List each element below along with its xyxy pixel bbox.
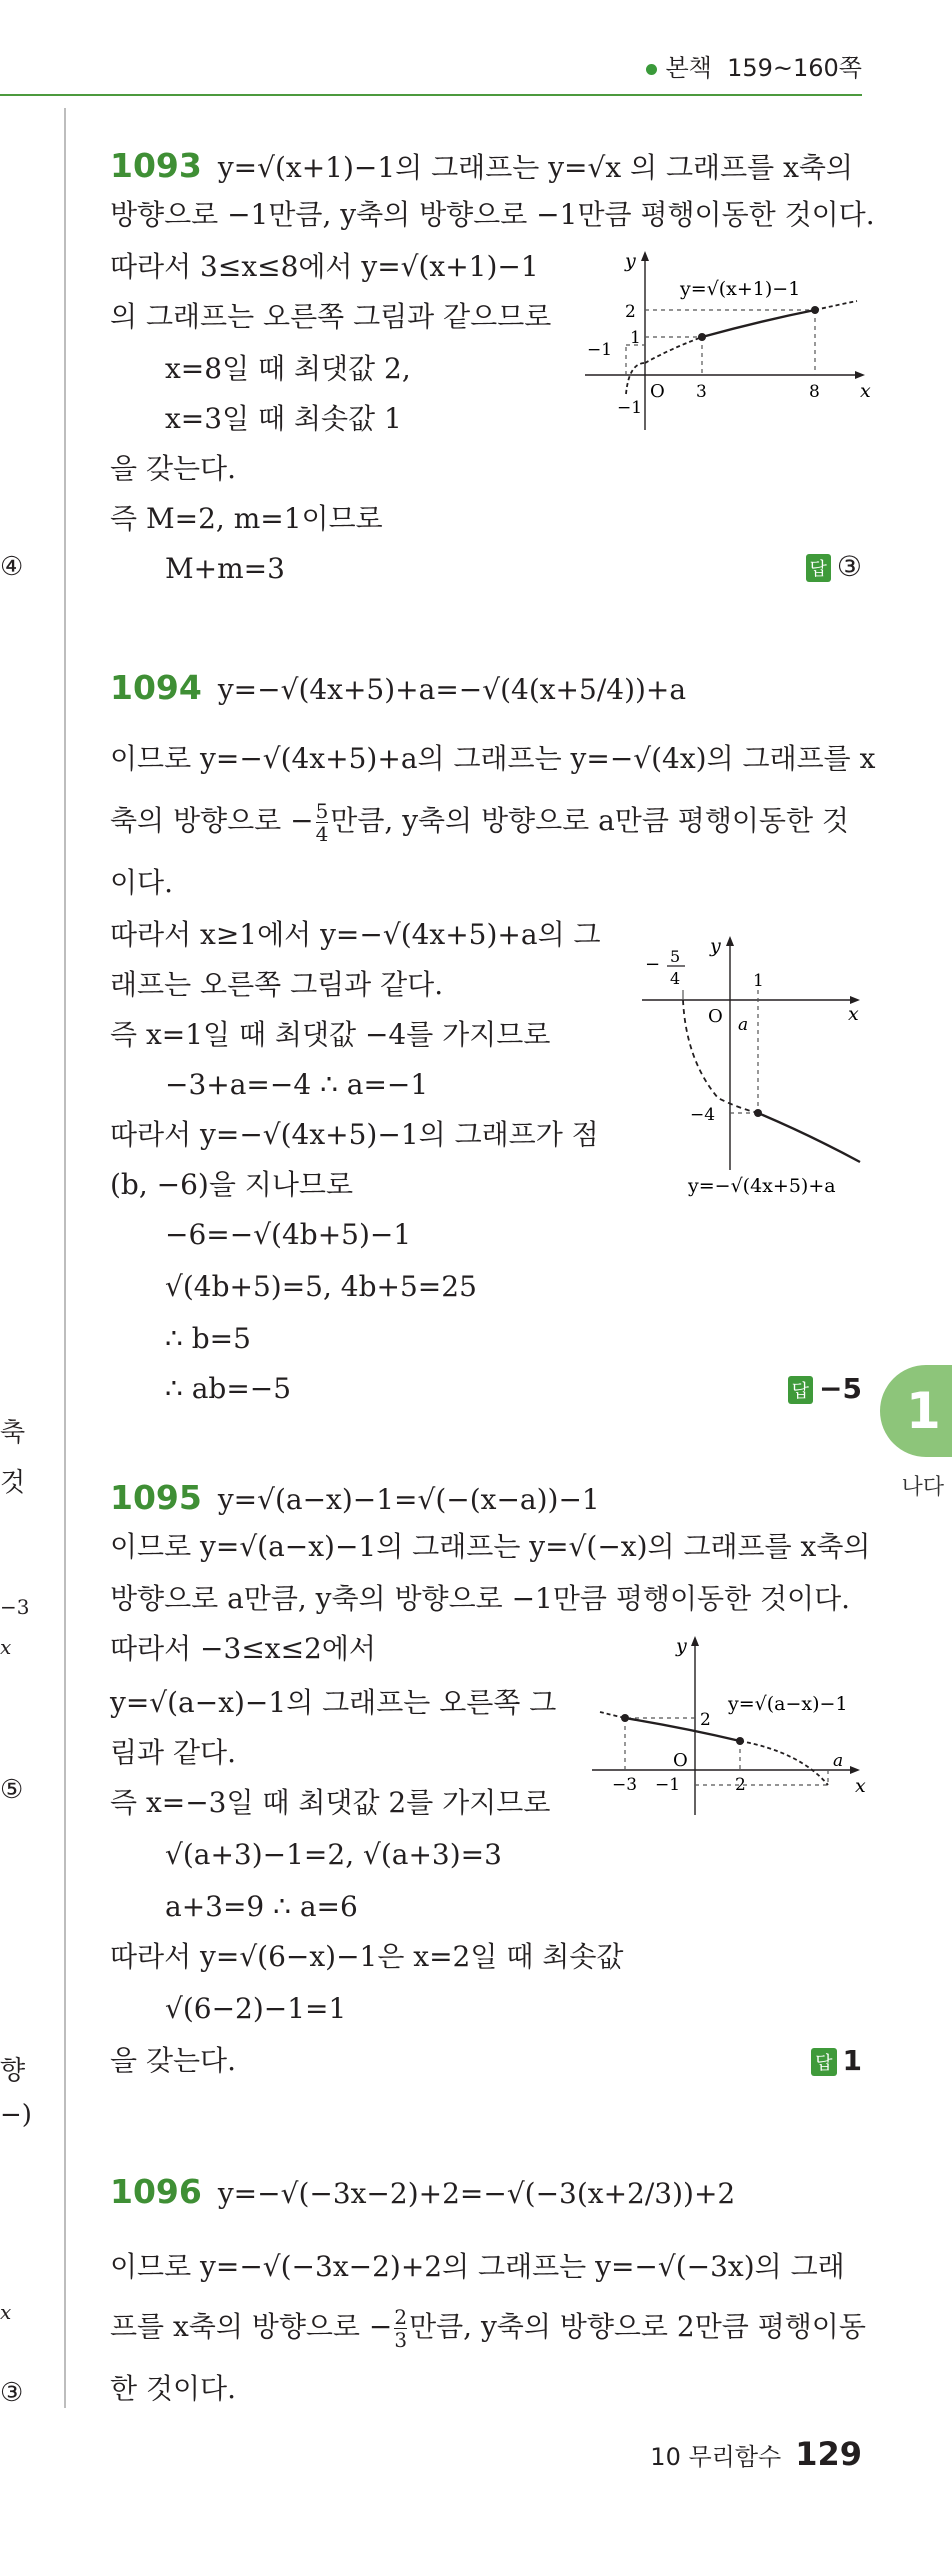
svg-text:O: O: [650, 381, 665, 402]
margin-fragment: ④: [0, 552, 24, 582]
page-number: 129: [795, 2435, 862, 2473]
svg-text:y=√(x+1)−1: y=√(x+1)−1: [680, 278, 801, 300]
margin-fragment: 향: [0, 2056, 26, 2086]
problem-1095-line: √(a+3)−1=2, √(a+3)=3: [165, 1838, 502, 1871]
svg-text:y=√(a−x)−1: y=√(a−x)−1: [728, 1693, 848, 1715]
bullet-icon: [646, 64, 657, 75]
problem-1095-line: 즉 x=−3일 때 최댓값 2를 가지므로: [110, 1786, 551, 1819]
svg-text:−3: −3: [612, 1775, 638, 1795]
problem-1093-line: M+m=3: [165, 552, 285, 585]
problem-1095-line: 따라서 −3≤x≤2에서: [110, 1632, 376, 1665]
svg-text:−1: −1: [617, 398, 643, 418]
problem-1093-line: 의 그래프는 오른쪽 그림과 같으므로: [110, 300, 552, 333]
problem-1095-line: 1095 y=√(a−x)−1=√(−(x−a))−1: [110, 1478, 600, 1517]
margin-fragment: 축: [0, 1418, 26, 1448]
problem-1094-line: ∴ ab=−5: [165, 1372, 292, 1405]
problem-1094-line: (b, −6)을 지나므로: [110, 1168, 353, 1201]
svg-text:−4: −4: [690, 1105, 716, 1125]
svg-text:5: 5: [670, 947, 681, 966]
svg-text:2: 2: [625, 302, 636, 322]
svg-text:−: −: [645, 954, 661, 975]
problem-1096-line: 1096 y=−√(−3x−2)+2=−√(−3(x+2/3))+2: [110, 2172, 736, 2211]
chapter-tab: 1: [880, 1365, 952, 1457]
problem-number: 1096: [110, 2172, 202, 2211]
problem-number: 1093: [110, 146, 202, 185]
graph-1093: [575, 245, 875, 435]
problem-1095-line: a+3=9 ∴ a=6: [165, 1890, 358, 1923]
svg-text:y=−√(4x+5)+a: y=−√(4x+5)+a: [688, 1175, 836, 1197]
problem-1094-line: ∴ b=5: [165, 1322, 251, 1355]
margin-fragment: 것: [0, 1468, 26, 1498]
problem-1094-line: 1094 y=−√(4x+5)+a=−√(4(x+5/4))+a: [110, 668, 687, 707]
svg-text:O: O: [708, 1006, 723, 1027]
problem-1093-line: 1093 y=√(x+1)−1의 그래프는 y=√x 의 그래프를 x축의: [110, 146, 853, 185]
problem-1093-line: 따라서 3≤x≤8에서 y=√(x+1)−1: [110, 250, 539, 283]
svg-text:2: 2: [700, 1710, 711, 1730]
margin-fragment: −): [0, 2100, 32, 2130]
problem-1096-line: 한 것이다.: [110, 2372, 236, 2405]
problem-number: 1094: [110, 668, 202, 707]
margin-fragment: −3: [0, 1595, 30, 1619]
problem-1094-line: 따라서 y=−√(4x+5)−1의 그래프가 점: [110, 1118, 599, 1151]
svg-text:x: x: [848, 1003, 859, 1025]
problem-1094-line: −6=−√(4b+5)−1: [165, 1218, 412, 1251]
chapter-tab-text: 나다: [901, 1475, 944, 1500]
problem-1093-line: 즉 M=2, m=1이므로: [110, 502, 383, 535]
answer-badge: 답: [806, 554, 831, 582]
fraction: $\frac{2}{3}$: [394, 2305, 408, 2352]
problem-1093-line: 방향으로 −1만큼, y축의 방향으로 −1만큼 평행이동한 것이다.: [110, 198, 875, 231]
problem-number: 1095: [110, 1478, 202, 1517]
chapter-name: 10 무리함수: [650, 2443, 782, 2471]
problem-1094-line: 따라서 x≥1에서 y=−√(4x+5)+a의 그: [110, 918, 601, 951]
svg-text:x: x: [860, 380, 871, 402]
svg-text:1: 1: [630, 328, 641, 348]
problem-1094-line: √(4b+5)=5, 4b+5=25: [165, 1270, 477, 1303]
svg-text:y: y: [676, 1635, 687, 1657]
problem-1094-line: 즉 x=1일 때 최댓값 −4를 가지므로: [110, 1018, 551, 1051]
svg-text:y: y: [625, 250, 636, 272]
problem-1096-line: 이므로 y=−√(−3x−2)+2의 그래프는 y=−√(−3x)의 그래: [110, 2250, 845, 2283]
svg-text:a: a: [833, 1751, 844, 1771]
problem-1093-line: x=8일 때 최댓값 2,: [165, 352, 411, 385]
graph-1094: [640, 930, 875, 1200]
margin-fragment: ③: [0, 2378, 24, 2408]
svg-text:2: 2: [735, 1775, 746, 1795]
svg-text:O: O: [673, 1750, 688, 1771]
graph-1095: [590, 1630, 875, 1820]
svg-text:−1: −1: [587, 340, 613, 360]
answer-badge: 답: [788, 1376, 813, 1404]
problem-1095-line: 이므로 y=√(a−x)−1의 그래프는 y=√(−x)의 그래프를 x축의: [110, 1530, 871, 1563]
problem-1095-line: y=√(a−x)−1의 그래프는 오른쪽 그: [110, 1686, 557, 1719]
problem-1095-line: 따라서 y=√(6−x)−1은 x=2일 때 최솟값: [110, 1940, 624, 1973]
answer-1095: 답 1: [811, 2044, 862, 2077]
problem-1094-line: 이므로 y=−√(4x+5)+a의 그래프는 y=−√(4x)의 그래프를 x: [110, 742, 876, 775]
answer-badge: 답: [811, 2048, 836, 2076]
svg-text:−1: −1: [655, 1775, 681, 1795]
svg-text:8: 8: [809, 382, 820, 402]
header-rule: [0, 94, 862, 96]
answer-1093: 답 ③: [806, 550, 863, 583]
problem-1094-line: 축의 방향으로 − $\frac{5}{4}$ 만큼, y축의 방향으로 a만큼 평행이동한 것: [110, 799, 849, 846]
svg-text:x: x: [855, 1775, 866, 1797]
page-header: 본책 159~160쪽: [646, 48, 862, 83]
page-footer: [650, 2435, 862, 2473]
problem-1094-line: −3+a=−4 ∴ a=−1: [165, 1068, 429, 1101]
answer-1094: 답 −5: [788, 1372, 862, 1405]
problem-1095-line: 방향으로 a만큼, y축의 방향으로 −1만큼 평행이동한 것이다.: [110, 1582, 851, 1615]
svg-text:a: a: [738, 1015, 749, 1035]
problem-1093-line: x=3일 때 최솟값 1: [165, 402, 402, 435]
problem-1095-line: 림과 같다.: [110, 1736, 236, 1769]
margin-fragment: x: [0, 2300, 12, 2324]
column-divider: [64, 108, 66, 2408]
problem-1094-line: 이다.: [110, 866, 173, 899]
problem-1094-line: 래프는 오른쪽 그림과 같다.: [110, 968, 444, 1001]
svg-text:y: y: [710, 935, 721, 957]
problem-1093-line: 을 갖는다.: [110, 452, 236, 485]
problem-1095-line: √(6−2)−1=1: [165, 1992, 347, 2025]
svg-text:3: 3: [696, 382, 707, 402]
svg-text:1: 1: [753, 971, 764, 991]
problem-1096-line: 프를 x축의 방향으로 − $\frac{2}{3}$ 만큼, y축의 방향으로 2만큼 평행이동: [110, 2305, 866, 2352]
margin-fragment: x: [0, 1635, 12, 1659]
margin-fragment: ⑤: [0, 1775, 24, 1805]
problem-1095-line: 을 갖는다.: [110, 2044, 236, 2077]
fraction: $\frac{5}{4}$: [315, 799, 329, 846]
svg-text:4: 4: [670, 969, 681, 988]
